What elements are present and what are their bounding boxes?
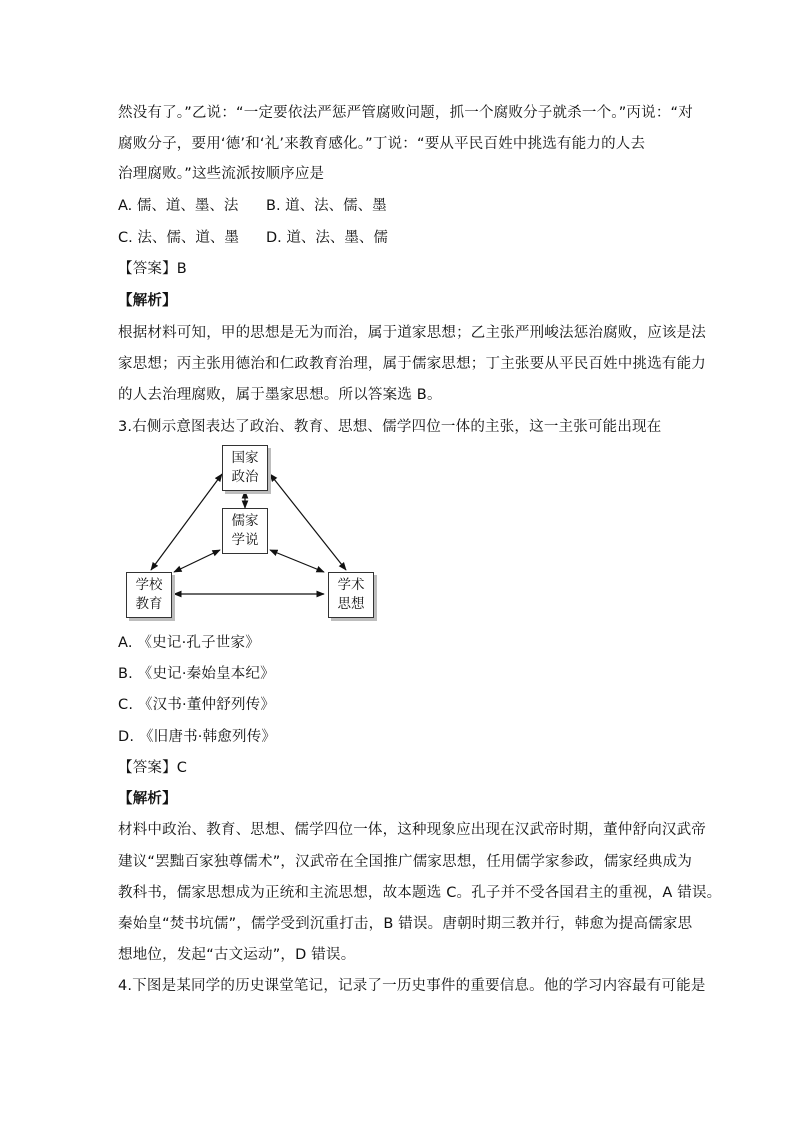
box-center-line-1: 儒家 bbox=[231, 513, 259, 529]
q3-analysis-line-4: 秦始皇“焚书坑儒”，儒学受到沉重打击，B 错误。唐朝时期三教并行，韩愈为提高儒家思 bbox=[118, 916, 693, 932]
diagram-box-center bbox=[222, 508, 268, 554]
q2-option-b: B. 道、法、儒、墨 bbox=[266, 198, 387, 214]
q2-analysis-line-3: 的人去治理腐败，属于墨家思想。所以答案选 B。 bbox=[118, 387, 442, 403]
q2-answer: 【答案】B bbox=[118, 261, 187, 277]
arrow-center-right bbox=[270, 550, 324, 572]
q2-option-c: C. 法、儒、道、墨 bbox=[118, 230, 239, 246]
q3-analysis-label: 【解析】 bbox=[118, 791, 177, 807]
arrow-top-left bbox=[151, 474, 222, 570]
q2-stem-line-3: 治理腐败。”这些流派按顺序应是 bbox=[118, 166, 325, 182]
q3-option-d: D. 《旧唐书·韩愈列传》 bbox=[118, 729, 277, 745]
q2-stem-line-1: 然没有了。”乙说：“一定要依法严惩严管腐败问题，抓一个腐败分子就杀一个。”丙说：“对 bbox=[118, 105, 693, 121]
q3-stem: 3.右侧示意图表达了政治、教育、思想、儒学四位一体的主张，这一主张可能出现在 bbox=[118, 419, 662, 435]
box-left-line-2: 教育 bbox=[135, 596, 163, 612]
q2-stem-line-2: 腐败分子，要用‘德’和‘礼’来教育感化。”丁说：“要从平民百姓中挑选有能力的人去 bbox=[118, 136, 646, 152]
q3-analysis-line-5: 想地位，发起“古文运动”，D 错误。 bbox=[118, 947, 356, 963]
q2-analysis-line-1: 根据材料可知，甲的思想是无为而治，属于道家思想；乙主张严刑峻法惩治腐败，应该是法 bbox=[118, 325, 706, 341]
q4-stem: 4.下图是某同学的历史课堂笔记，记录了一历史事件的重要信息。他的学习内容最有可能是 bbox=[118, 978, 706, 994]
q3-analysis-line-1: 材料中政治、教育、思想、儒学四位一体，这种现象应出现在汉武帝时期，董仲舒向汉武帝 bbox=[118, 822, 706, 838]
box-top-line-1: 国家 bbox=[231, 450, 259, 466]
arrow-center-left bbox=[174, 550, 220, 572]
q2-analysis-line-2: 家思想；丙主张用德治和仁政教育治理，属于儒家思想；丁主张要从平民百姓中挑选有能力 bbox=[118, 356, 706, 372]
diagram-box-right bbox=[328, 572, 374, 618]
box-top-line-2: 政治 bbox=[231, 469, 259, 485]
q2-analysis-label: 【解析】 bbox=[118, 293, 177, 309]
q2-option-a: A. 儒、道、墨、法 bbox=[118, 198, 239, 214]
box-center-line-2: 学说 bbox=[231, 532, 259, 548]
q3-option-c: C. 《汉书·董仲舒列传》 bbox=[118, 697, 276, 713]
q3-analysis-line-2: 建议“罢黜百家独尊儒术”，汉武帝在全国推广儒家思想，任用儒学家参政，儒家经典成为 bbox=[118, 854, 693, 870]
arrow-top-right bbox=[270, 474, 346, 570]
q2-option-d: D. 道、法、墨、儒 bbox=[266, 230, 388, 246]
q3-option-a: A. 《史记·孔子世家》 bbox=[118, 635, 260, 651]
box-right-line-2: 思想 bbox=[337, 596, 365, 612]
q3-analysis-line-3: 教科书，儒家思想成为正统和主流思想，故本题选 C。孔子并不受各国君主的重视，A 错误。 bbox=[118, 885, 722, 901]
box-right-line-1: 学术 bbox=[337, 577, 365, 593]
diagram-box-left bbox=[126, 572, 172, 618]
diagram-box-top bbox=[222, 445, 268, 491]
q3-option-b: B. 《史记·秦始皇本纪》 bbox=[118, 666, 275, 682]
box-left-line-1: 学校 bbox=[135, 577, 163, 593]
q3-answer: 【答案】C bbox=[118, 760, 188, 776]
